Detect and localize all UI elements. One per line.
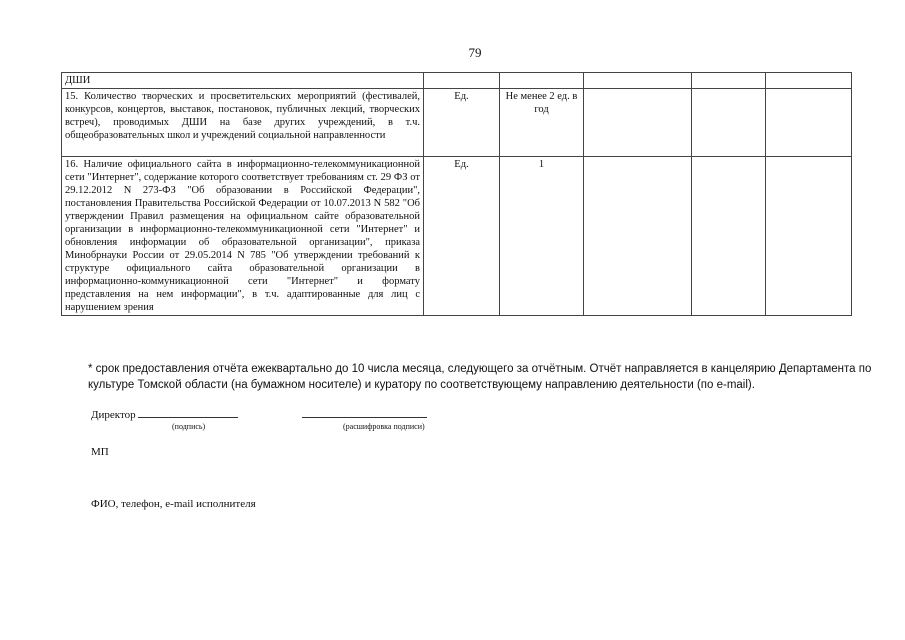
empty-cell: [692, 89, 766, 157]
empty-cell: [500, 73, 584, 89]
executor-label: ФИО, телефон, e-mail исполнителя: [91, 498, 256, 510]
stamp-label: МП: [91, 446, 109, 458]
report-table: [61, 72, 852, 316]
table-row: [62, 157, 852, 316]
page-number: 79: [468, 45, 482, 60]
empty-cell: [424, 73, 500, 89]
table-section-row: [62, 73, 852, 89]
indicator-description: 16. Наличие официального сайта в информационно-телекоммуникационной сети "Интернет", содержание которого соответствует требованиям ст. 29 ФЗ от 29.12.2012 N 273-ФЗ "Об образовании в Российской Федерации", постановления Правительства Российской Федерации от 10.07.2013 N 582 "Об утверждении Правил размещения на официальном сайте образовательной организации в информационно-телекоммуникационной сети "Интернет" и обновления информации об образовательной организации", приказа Минобрнауки России от 29.05.2014 N 785 "Об утверждении требований к структуре официального сайта образовательной организации в информационно-коммуникационной сети "Интернет" и формату представления на нем информации", в т.ч. адаптированные для лиц с нарушением зрения: [62, 157, 424, 316]
empty-cell: [584, 157, 692, 316]
footnote: * срок предоставления отчёта ежеквартально до 10 числа месяца, следующего за отчётным. Отчёт направляется в канцелярию Департамента по культуре Томской области (на бумажном носителе) и куратору по соответствующему направлению деятельности (по e-mail).: [88, 363, 872, 391]
section-title: ДШИ: [62, 73, 424, 89]
signature-line: [138, 406, 238, 418]
indicator-description: 15. Количество творческих и просветительских мероприятий (фестивалей, конкурсов, концертов, выставок, постановок, публичных лекций, творческих встреч), проводимых ДШИ на базе других учреждений, в т.ч. общеобразовательных школ и учреждений социальной направленности: [62, 89, 424, 157]
empty-cell: [584, 73, 692, 89]
empty-cell: [766, 157, 852, 316]
unit-cell: Ед.: [424, 157, 500, 316]
empty-cell: [766, 89, 852, 157]
director-label: Директор: [91, 409, 136, 421]
table-row: [62, 89, 852, 157]
empty-cell: [692, 157, 766, 316]
norm-cell: 1: [500, 157, 584, 316]
decoding-row: [302, 406, 427, 421]
empty-cell: [766, 73, 852, 89]
decoding-line: [302, 406, 427, 418]
director-signature-row: [91, 406, 238, 421]
empty-cell: [692, 73, 766, 89]
unit-cell: Ед.: [424, 89, 500, 157]
decoding-caption: (расшифровка подписи): [343, 422, 425, 431]
empty-cell: [584, 89, 692, 157]
signature-caption: (подпись): [172, 422, 206, 431]
norm-cell: Не менее 2 ед. в год: [500, 89, 584, 157]
